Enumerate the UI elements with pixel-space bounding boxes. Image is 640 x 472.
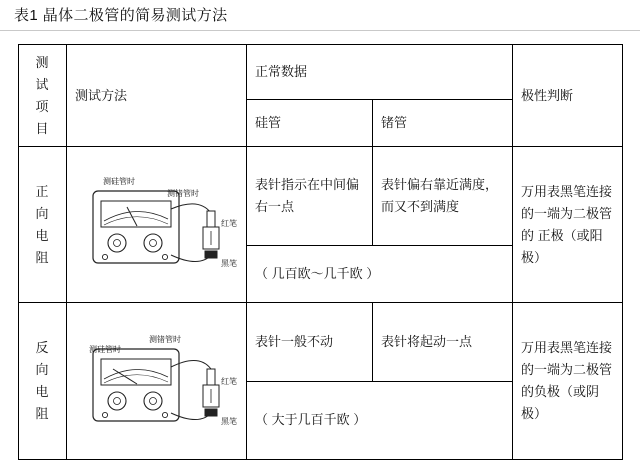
header-germanium: 锗管	[373, 100, 513, 147]
cell-reverse-silicon: 表针一般不动	[247, 303, 373, 381]
diode-test-table	[18, 44, 623, 460]
row-label-forward-c2: 向	[35, 205, 50, 221]
cell-forward-range: （ 几百欧～几千欧 ）	[247, 245, 513, 303]
row-label-reverse-c2: 向	[35, 362, 50, 378]
header-item-c1: 测	[35, 54, 50, 70]
cell-reverse-range: （ 大于几百千欧 ）	[247, 381, 513, 459]
row-label-reverse-c1: 反	[35, 340, 50, 356]
row-label-reverse-c3: 电	[35, 384, 50, 400]
header-silicon: 硅管	[247, 100, 373, 147]
cell-forward-silicon: 表针指示在中间偏右一点	[247, 147, 373, 246]
header-item-c2: 试	[35, 76, 50, 92]
diagram-label-test-germanium: 测锗管时	[149, 335, 181, 345]
diagram-label-test-silicon: 测硅管时	[89, 345, 121, 355]
cell-reverse-germanium: 表针将起动一点	[373, 303, 513, 381]
multimeter-diagram-reverse	[75, 325, 251, 437]
diagram-reverse	[67, 303, 247, 460]
multimeter-diagram-forward	[75, 169, 251, 281]
table-row	[19, 147, 623, 246]
table-caption: 表1 晶体二极管的简易测试方法	[14, 7, 228, 24]
diagram-label-black-probe: 黑笔	[221, 258, 237, 268]
table-header-row	[19, 45, 623, 100]
cell-forward-germanium: 表针偏右靠近满度，而又不到满度	[373, 147, 513, 246]
row-label-forward-c4: 阻	[35, 249, 50, 265]
header-method: 测试方法	[67, 45, 247, 147]
row-label-reverse-c4: 阻	[35, 406, 50, 422]
cell-reverse-polarity: 万用表黑笔连接的一端为二极管的负极（或阴极）	[513, 303, 623, 460]
diagram-label-red-probe: 红笔	[221, 377, 237, 387]
row-label-forward-c1: 正	[35, 183, 50, 199]
diagram-label-test-germanium: 测锗管时	[167, 188, 199, 198]
row-label-reverse	[19, 303, 67, 460]
header-divider	[0, 30, 640, 31]
header-item-c4: 目	[35, 120, 50, 136]
table-row	[19, 303, 623, 381]
header-normal-data: 正常数据	[247, 45, 513, 100]
header-item	[19, 45, 67, 147]
diagram-forward	[67, 147, 247, 303]
cell-forward-polarity: 万用表黑笔连接的一端为二极管的 正极（或阳极）	[513, 147, 623, 303]
header-item-c3: 项	[35, 98, 50, 114]
row-label-forward-c3: 电	[35, 227, 50, 243]
diagram-label-red-probe: 红笔	[221, 218, 237, 228]
diagram-label-test-silicon: 测硅管时	[103, 176, 135, 186]
diagram-label-black-probe: 黑笔	[221, 417, 237, 427]
header-polarity: 极性判断	[513, 45, 623, 147]
row-label-forward	[19, 147, 67, 303]
